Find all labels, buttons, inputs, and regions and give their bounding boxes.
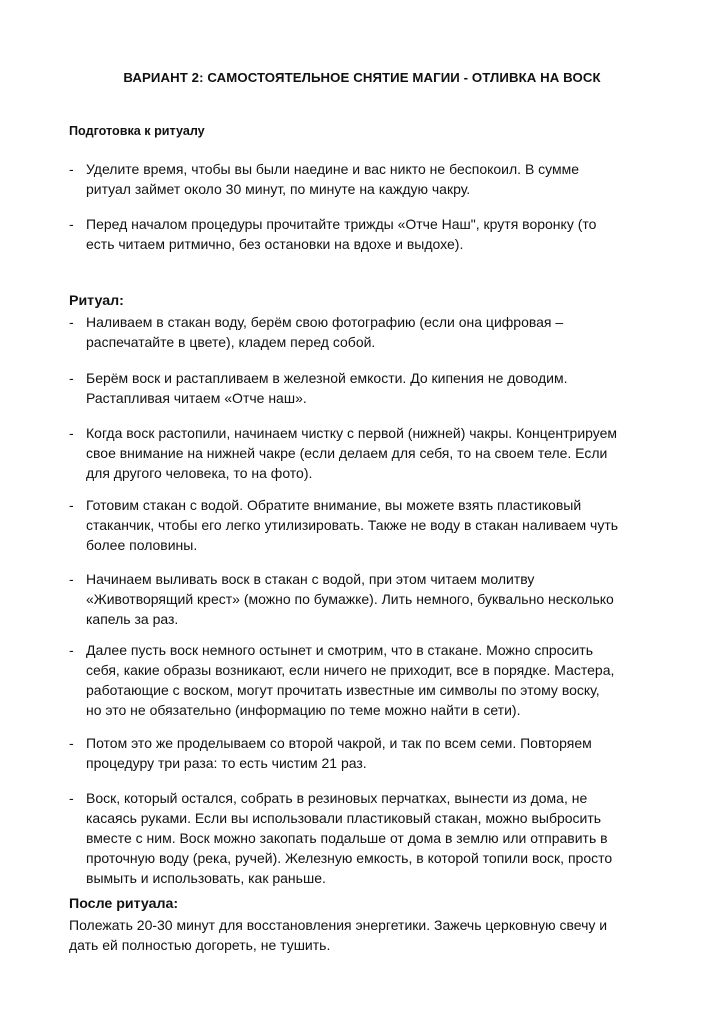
text-line: Уделите время, чтобы вы были наедине и вас никто не беспокоил. В сумме	[86, 161, 580, 177]
text-line: ритуал займет около 30 минут, по минуте на каждую чакру.	[86, 181, 471, 197]
ritual-item	[69, 788, 669, 888]
text-line: более половины.	[86, 537, 198, 553]
ritual-item	[69, 495, 669, 555]
after-ritual-heading: После ритуала:	[69, 896, 179, 912]
text-line: вместе с ним. Воск можно закопать подальше от дома в землю или отправить в	[86, 830, 608, 846]
bullet-dash: -	[69, 216, 74, 232]
bullet-dash: -	[69, 735, 74, 751]
text-line: себя, какие образы возникают, если ничего не приходит, все в порядке. Мастера,	[86, 662, 615, 678]
text-line: стаканчик, чтобы его легко утилизировать. Также не воду в стакан наливаем чуть	[86, 517, 619, 533]
text-line: свое внимание на нижней чакре (если делаем для себя, то на своем теле. Если	[86, 445, 608, 461]
ritual-item	[69, 423, 669, 483]
bullet-dash: -	[69, 497, 74, 513]
text-line: распечатайте в цвете), кладем перед собой.	[86, 334, 376, 350]
text-line: но это не обязательно (информацию по теме можно найти в сети).	[86, 702, 521, 718]
text-line: касаясь руками. Если вы использовали пластиковый стакан, можно выбросить	[86, 810, 602, 826]
bullet-dash: -	[69, 161, 74, 177]
preparation-item	[69, 214, 669, 254]
text-line: Потом это же проделываем со второй чакрой, и так по всем семи. Повторяем	[86, 735, 592, 751]
text-line: Готовим стакан с водой. Обратите внимание, вы можете взять пластиковый	[86, 497, 582, 513]
bullet-dash: -	[69, 425, 74, 441]
text-line: Начинаем выливать воск в стакан с водой, при этом читаем молитву	[86, 571, 535, 587]
ritual-item	[69, 733, 669, 773]
text-line: Воск, который остался, собрать в резиновых перчатках, вынести из дома, не	[86, 790, 588, 806]
ritual-item	[69, 640, 669, 720]
text-line: дать ей полностью догореть, не тушить.	[69, 937, 331, 953]
preparation-heading: Подготовка к ритуалу	[69, 124, 205, 138]
text-line: «Животворящий крест» (можно по бумажке). Лить немного, буквально несколько	[86, 591, 614, 607]
text-line: Наливаем в стакан воду, берём свою фотографию (если она цифровая –	[86, 314, 564, 330]
bullet-dash: -	[69, 370, 74, 386]
text-line: Полежать 20-30 минут для восстановления энергетики. Зажечь церковную свечу и	[69, 917, 608, 933]
text-line: Перед началом процедуры прочитайте трижды «Отче Наш", крутя воронку (то	[86, 216, 597, 232]
document-title: ВАРИАНТ 2: САМОСТОЯТЕЛЬНОЕ СНЯТИЕ МАГИИ - ОТЛИВКА НА ВОСК	[123, 70, 601, 85]
text-line: процедуру три раза: то есть чистим 21 раз.	[86, 755, 367, 771]
bullet-dash: -	[69, 314, 74, 330]
ritual-item	[69, 312, 669, 352]
bullet-dash: -	[69, 571, 74, 587]
text-line: Далее пусть воск немного остынет и смотрим, что в стакане. Можно спросить	[86, 642, 593, 658]
ritual-item	[69, 368, 669, 408]
text-line: работающие с воском, могут прочитать известные им символы по этому воску,	[86, 682, 600, 698]
text-line: Когда воск растопили, начинаем чистку с первой (нижней) чакры. Концентрируем	[86, 425, 618, 441]
bullet-dash: -	[69, 642, 74, 658]
text-line: капель за раз.	[86, 611, 179, 627]
preparation-item	[69, 159, 669, 199]
ritual-item	[69, 569, 669, 629]
bullet-dash: -	[69, 790, 74, 806]
after-ritual-paragraph	[69, 915, 669, 955]
text-line: есть читаем ритмично, без остановки на вдохе и выдохе).	[86, 236, 464, 252]
text-line: Берём воск и растапливаем в железной емкости. До кипения не доводим.	[86, 370, 568, 386]
text-line: для другого человека, то на фото).	[86, 465, 313, 481]
text-line: Растапливая читаем «Отче наш».	[86, 390, 307, 406]
text-line: проточную воду (река, ручей). Железную емкость, в которой топили воск, просто	[86, 850, 613, 866]
ritual-heading: Ритуал:	[69, 293, 124, 309]
text-line: вымыть и использовать, как раньше.	[86, 870, 326, 886]
